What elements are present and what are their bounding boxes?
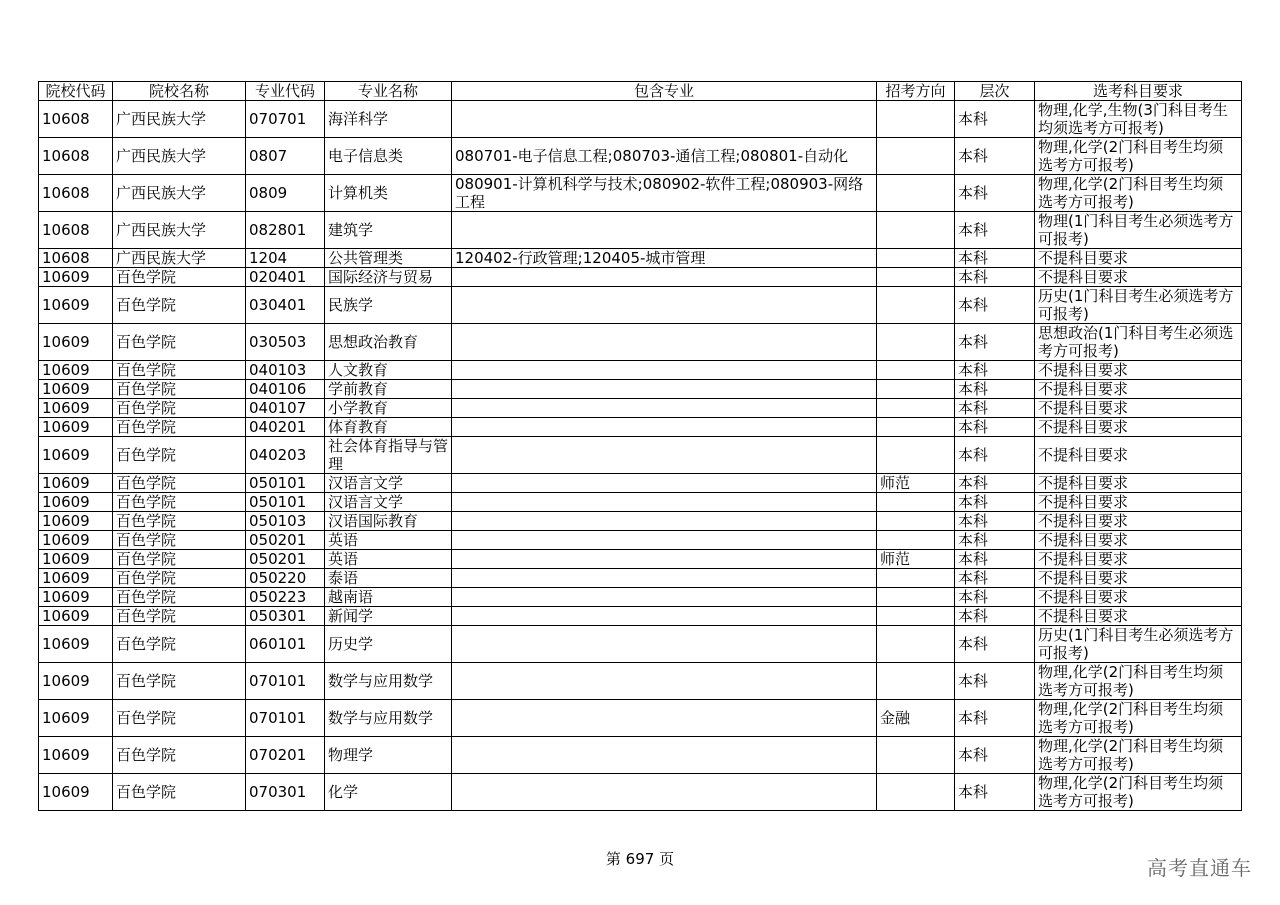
cell-major-name: 汉语国际教育 bbox=[325, 512, 452, 531]
cell-included-majors bbox=[452, 737, 877, 774]
cell-school-code: 10609 bbox=[39, 399, 113, 418]
cell-major-name: 公共管理类 bbox=[325, 249, 452, 268]
cell-school-name: 百色学院 bbox=[113, 380, 246, 399]
table-row bbox=[39, 399, 1242, 418]
cell-school-name: 百色学院 bbox=[113, 700, 246, 737]
admission-requirements-table bbox=[38, 81, 1242, 811]
cell-major-name: 汉语言文学 bbox=[325, 474, 452, 493]
table-row bbox=[39, 287, 1242, 324]
cell-included-majors bbox=[452, 700, 877, 737]
cell-school-code: 10609 bbox=[39, 588, 113, 607]
page-number: 第 697 页 bbox=[605, 850, 675, 868]
cell-school-code: 10609 bbox=[39, 287, 113, 324]
cell-included-majors bbox=[452, 588, 877, 607]
cell-direction bbox=[877, 138, 955, 175]
cell-school-code: 10608 bbox=[39, 138, 113, 175]
cell-major-code: 0809 bbox=[246, 175, 325, 212]
cell-school-code: 10609 bbox=[39, 512, 113, 531]
cell-school-code: 10609 bbox=[39, 737, 113, 774]
cell-major-name: 电子信息类 bbox=[325, 138, 452, 175]
header-school-name: 院校名称 bbox=[113, 82, 246, 101]
cell-direction: 金融 bbox=[877, 700, 955, 737]
cell-subject-requirement: 物理(1门科目考生必须选考方可报考) bbox=[1035, 212, 1242, 249]
table-row bbox=[39, 268, 1242, 287]
cell-subject-requirement: 不提科目要求 bbox=[1035, 493, 1242, 512]
cell-included-majors: 080701-电子信息工程;080703-通信工程;080801-自动化 bbox=[452, 138, 877, 175]
cell-school-name: 广西民族大学 bbox=[113, 101, 246, 138]
cell-direction bbox=[877, 361, 955, 380]
cell-school-code: 10608 bbox=[39, 175, 113, 212]
cell-school-code: 10609 bbox=[39, 774, 113, 811]
cell-level: 本科 bbox=[955, 437, 1035, 474]
cell-major-name: 国际经济与贸易 bbox=[325, 268, 452, 287]
cell-school-code: 10609 bbox=[39, 437, 113, 474]
cell-subject-requirement: 物理,化学(2门科目考生均须选考方可报考) bbox=[1035, 663, 1242, 700]
header-school-code: 院校代码 bbox=[39, 82, 113, 101]
header-level: 层次 bbox=[955, 82, 1035, 101]
cell-included-majors bbox=[452, 399, 877, 418]
cell-major-name: 学前教育 bbox=[325, 380, 452, 399]
cell-major-name: 物理学 bbox=[325, 737, 452, 774]
table-row bbox=[39, 493, 1242, 512]
cell-direction bbox=[877, 418, 955, 437]
table-row bbox=[39, 212, 1242, 249]
cell-school-code: 10609 bbox=[39, 569, 113, 588]
cell-level: 本科 bbox=[955, 361, 1035, 380]
cell-major-code: 050220 bbox=[246, 569, 325, 588]
table-row bbox=[39, 512, 1242, 531]
cell-subject-requirement: 不提科目要求 bbox=[1035, 569, 1242, 588]
table-row bbox=[39, 700, 1242, 737]
cell-subject-requirement: 物理,化学(2门科目考生均须选考方可报考) bbox=[1035, 138, 1242, 175]
cell-major-code: 050103 bbox=[246, 512, 325, 531]
cell-school-code: 10609 bbox=[39, 268, 113, 287]
cell-major-name: 英语 bbox=[325, 531, 452, 550]
cell-included-majors: 080901-计算机科学与技术;080902-软件工程;080903-网络工程 bbox=[452, 175, 877, 212]
cell-direction bbox=[877, 588, 955, 607]
header-major-code: 专业代码 bbox=[246, 82, 325, 101]
cell-school-code: 10609 bbox=[39, 493, 113, 512]
cell-major-code: 060101 bbox=[246, 626, 325, 663]
cell-school-name: 百色学院 bbox=[113, 361, 246, 380]
cell-major-code: 070301 bbox=[246, 774, 325, 811]
cell-subject-requirement: 物理,化学(2门科目考生均须选考方可报考) bbox=[1035, 175, 1242, 212]
watermark: 高考直通车 bbox=[1147, 856, 1252, 880]
cell-subject-requirement: 物理,化学(2门科目考生均须选考方可报考) bbox=[1035, 737, 1242, 774]
table-row bbox=[39, 737, 1242, 774]
cell-subject-requirement: 物理,化学,生物(3门科目考生均须选考方可报考) bbox=[1035, 101, 1242, 138]
cell-school-code: 10609 bbox=[39, 418, 113, 437]
cell-major-code: 070201 bbox=[246, 737, 325, 774]
cell-included-majors bbox=[452, 268, 877, 287]
cell-direction bbox=[877, 569, 955, 588]
cell-major-name: 海洋科学 bbox=[325, 101, 452, 138]
header-direction: 招考方向 bbox=[877, 82, 955, 101]
cell-major-code: 040106 bbox=[246, 380, 325, 399]
cell-major-name: 社会体育指导与管理 bbox=[325, 437, 452, 474]
cell-major-code: 070101 bbox=[246, 663, 325, 700]
table-row bbox=[39, 474, 1242, 493]
cell-direction bbox=[877, 324, 955, 361]
header-row bbox=[39, 82, 1242, 101]
cell-major-name: 英语 bbox=[325, 550, 452, 569]
cell-subject-requirement: 物理,化学(2门科目考生均须选考方可报考) bbox=[1035, 774, 1242, 811]
cell-school-name: 百色学院 bbox=[113, 474, 246, 493]
cell-direction bbox=[877, 607, 955, 626]
cell-major-code: 050201 bbox=[246, 550, 325, 569]
cell-major-name: 思想政治教育 bbox=[325, 324, 452, 361]
cell-school-code: 10609 bbox=[39, 607, 113, 626]
cell-level: 本科 bbox=[955, 287, 1035, 324]
cell-level: 本科 bbox=[955, 493, 1035, 512]
cell-major-code: 040201 bbox=[246, 418, 325, 437]
cell-subject-requirement: 不提科目要求 bbox=[1035, 512, 1242, 531]
header-subject-requirement: 选考科目要求 bbox=[1035, 82, 1242, 101]
table-row bbox=[39, 569, 1242, 588]
cell-school-name: 百色学院 bbox=[113, 437, 246, 474]
cell-direction bbox=[877, 493, 955, 512]
cell-direction: 师范 bbox=[877, 550, 955, 569]
cell-subject-requirement: 不提科目要求 bbox=[1035, 531, 1242, 550]
cell-school-name: 百色学院 bbox=[113, 399, 246, 418]
cell-level: 本科 bbox=[955, 268, 1035, 287]
cell-major-name: 新闻学 bbox=[325, 607, 452, 626]
cell-school-name: 广西民族大学 bbox=[113, 138, 246, 175]
cell-major-code: 030401 bbox=[246, 287, 325, 324]
cell-school-name: 百色学院 bbox=[113, 663, 246, 700]
cell-school-name: 广西民族大学 bbox=[113, 249, 246, 268]
table-row bbox=[39, 101, 1242, 138]
cell-school-code: 10609 bbox=[39, 361, 113, 380]
cell-major-code: 082801 bbox=[246, 212, 325, 249]
table-row bbox=[39, 380, 1242, 399]
cell-level: 本科 bbox=[955, 569, 1035, 588]
cell-direction bbox=[877, 399, 955, 418]
cell-included-majors bbox=[452, 493, 877, 512]
cell-major-code: 040103 bbox=[246, 361, 325, 380]
cell-subject-requirement: 思想政治(1门科目考生必须选考方可报考) bbox=[1035, 324, 1242, 361]
cell-school-code: 10609 bbox=[39, 324, 113, 361]
cell-subject-requirement: 物理,化学(2门科目考生均须选考方可报考) bbox=[1035, 700, 1242, 737]
cell-subject-requirement: 不提科目要求 bbox=[1035, 607, 1242, 626]
table-row bbox=[39, 774, 1242, 811]
cell-direction bbox=[877, 212, 955, 249]
cell-included-majors bbox=[452, 607, 877, 626]
cell-included-majors bbox=[452, 361, 877, 380]
cell-subject-requirement: 不提科目要求 bbox=[1035, 380, 1242, 399]
table-row bbox=[39, 550, 1242, 569]
cell-level: 本科 bbox=[955, 474, 1035, 493]
cell-major-code: 020401 bbox=[246, 268, 325, 287]
cell-direction bbox=[877, 101, 955, 138]
cell-major-code: 030503 bbox=[246, 324, 325, 361]
table-row bbox=[39, 324, 1242, 361]
cell-school-name: 百色学院 bbox=[113, 531, 246, 550]
header-included-majors: 包含专业 bbox=[452, 82, 877, 101]
table-row bbox=[39, 437, 1242, 474]
table-row bbox=[39, 531, 1242, 550]
cell-major-name: 建筑学 bbox=[325, 212, 452, 249]
cell-major-code: 070701 bbox=[246, 101, 325, 138]
cell-direction bbox=[877, 531, 955, 550]
table-row bbox=[39, 175, 1242, 212]
cell-major-name: 数学与应用数学 bbox=[325, 663, 452, 700]
table-body bbox=[39, 101, 1242, 811]
cell-major-name: 计算机类 bbox=[325, 175, 452, 212]
cell-major-name: 越南语 bbox=[325, 588, 452, 607]
cell-major-code: 050223 bbox=[246, 588, 325, 607]
cell-school-name: 广西民族大学 bbox=[113, 212, 246, 249]
cell-level: 本科 bbox=[955, 175, 1035, 212]
cell-subject-requirement: 不提科目要求 bbox=[1035, 588, 1242, 607]
cell-level: 本科 bbox=[955, 138, 1035, 175]
table-row bbox=[39, 249, 1242, 268]
cell-direction bbox=[877, 175, 955, 212]
cell-school-code: 10608 bbox=[39, 212, 113, 249]
cell-school-name: 百色学院 bbox=[113, 774, 246, 811]
cell-school-code: 10609 bbox=[39, 700, 113, 737]
cell-school-name: 百色学院 bbox=[113, 626, 246, 663]
cell-major-name: 人文教育 bbox=[325, 361, 452, 380]
cell-school-name: 广西民族大学 bbox=[113, 175, 246, 212]
cell-direction bbox=[877, 268, 955, 287]
cell-included-majors bbox=[452, 531, 877, 550]
cell-included-majors bbox=[452, 774, 877, 811]
cell-major-name: 数学与应用数学 bbox=[325, 700, 452, 737]
table-row bbox=[39, 418, 1242, 437]
cell-subject-requirement: 不提科目要求 bbox=[1035, 399, 1242, 418]
cell-school-code: 10609 bbox=[39, 626, 113, 663]
cell-school-code: 10609 bbox=[39, 531, 113, 550]
cell-level: 本科 bbox=[955, 607, 1035, 626]
cell-major-code: 040107 bbox=[246, 399, 325, 418]
cell-direction bbox=[877, 249, 955, 268]
cell-major-name: 体育教育 bbox=[325, 418, 452, 437]
cell-included-majors bbox=[452, 569, 877, 588]
cell-direction: 师范 bbox=[877, 474, 955, 493]
cell-subject-requirement: 不提科目要求 bbox=[1035, 474, 1242, 493]
cell-included-majors bbox=[452, 101, 877, 138]
table-row bbox=[39, 626, 1242, 663]
cell-school-name: 百色学院 bbox=[113, 569, 246, 588]
cell-major-code: 070101 bbox=[246, 700, 325, 737]
cell-school-code: 10609 bbox=[39, 663, 113, 700]
cell-direction bbox=[877, 774, 955, 811]
cell-included-majors bbox=[452, 512, 877, 531]
cell-level: 本科 bbox=[955, 101, 1035, 138]
cell-direction bbox=[877, 663, 955, 700]
cell-level: 本科 bbox=[955, 626, 1035, 663]
cell-school-name: 百色学院 bbox=[113, 512, 246, 531]
cell-level: 本科 bbox=[955, 531, 1035, 550]
cell-level: 本科 bbox=[955, 737, 1035, 774]
cell-direction bbox=[877, 287, 955, 324]
cell-major-name: 民族学 bbox=[325, 287, 452, 324]
cell-subject-requirement: 不提科目要求 bbox=[1035, 249, 1242, 268]
cell-school-code: 10608 bbox=[39, 101, 113, 138]
cell-included-majors bbox=[452, 418, 877, 437]
cell-included-majors bbox=[452, 474, 877, 493]
cell-direction bbox=[877, 512, 955, 531]
cell-major-code: 050301 bbox=[246, 607, 325, 626]
cell-school-name: 百色学院 bbox=[113, 324, 246, 361]
cell-major-code: 1204 bbox=[246, 249, 325, 268]
cell-included-majors bbox=[452, 550, 877, 569]
cell-major-name: 化学 bbox=[325, 774, 452, 811]
cell-subject-requirement: 不提科目要求 bbox=[1035, 418, 1242, 437]
cell-school-name: 百色学院 bbox=[113, 268, 246, 287]
cell-included-majors bbox=[452, 324, 877, 361]
cell-subject-requirement: 不提科目要求 bbox=[1035, 550, 1242, 569]
cell-direction bbox=[877, 737, 955, 774]
cell-subject-requirement: 不提科目要求 bbox=[1035, 437, 1242, 474]
cell-major-name: 汉语言文学 bbox=[325, 493, 452, 512]
cell-major-code: 040203 bbox=[246, 437, 325, 474]
cell-included-majors bbox=[452, 663, 877, 700]
cell-direction bbox=[877, 437, 955, 474]
cell-level: 本科 bbox=[955, 774, 1035, 811]
table-row bbox=[39, 663, 1242, 700]
cell-major-code: 050101 bbox=[246, 474, 325, 493]
cell-level: 本科 bbox=[955, 380, 1035, 399]
cell-school-code: 10609 bbox=[39, 550, 113, 569]
cell-level: 本科 bbox=[955, 588, 1035, 607]
cell-school-name: 百色学院 bbox=[113, 737, 246, 774]
cell-school-name: 百色学院 bbox=[113, 588, 246, 607]
cell-level: 本科 bbox=[955, 324, 1035, 361]
cell-subject-requirement: 不提科目要求 bbox=[1035, 268, 1242, 287]
cell-included-majors bbox=[452, 626, 877, 663]
cell-level: 本科 bbox=[955, 418, 1035, 437]
cell-included-majors bbox=[452, 437, 877, 474]
cell-school-code: 10609 bbox=[39, 474, 113, 493]
cell-school-name: 百色学院 bbox=[113, 493, 246, 512]
cell-school-name: 百色学院 bbox=[113, 287, 246, 324]
cell-subject-requirement: 不提科目要求 bbox=[1035, 361, 1242, 380]
cell-subject-requirement: 历史(1门科目考生必须选考方可报考) bbox=[1035, 626, 1242, 663]
table-row bbox=[39, 361, 1242, 380]
cell-level: 本科 bbox=[955, 399, 1035, 418]
cell-school-name: 百色学院 bbox=[113, 418, 246, 437]
table-row bbox=[39, 588, 1242, 607]
table-row bbox=[39, 138, 1242, 175]
cell-major-name: 泰语 bbox=[325, 569, 452, 588]
cell-direction bbox=[877, 380, 955, 399]
cell-level: 本科 bbox=[955, 663, 1035, 700]
cell-major-name: 历史学 bbox=[325, 626, 452, 663]
cell-level: 本科 bbox=[955, 249, 1035, 268]
cell-school-name: 百色学院 bbox=[113, 607, 246, 626]
cell-major-name: 小学教育 bbox=[325, 399, 452, 418]
table-row bbox=[39, 607, 1242, 626]
cell-included-majors bbox=[452, 380, 877, 399]
cell-school-code: 10609 bbox=[39, 380, 113, 399]
cell-included-majors bbox=[452, 212, 877, 249]
cell-major-code: 050101 bbox=[246, 493, 325, 512]
cell-subject-requirement: 历史(1门科目考生必须选考方可报考) bbox=[1035, 287, 1242, 324]
cell-level: 本科 bbox=[955, 512, 1035, 531]
cell-level: 本科 bbox=[955, 212, 1035, 249]
cell-major-code: 050201 bbox=[246, 531, 325, 550]
cell-included-majors bbox=[452, 287, 877, 324]
cell-level: 本科 bbox=[955, 550, 1035, 569]
cell-direction bbox=[877, 626, 955, 663]
cell-major-code: 0807 bbox=[246, 138, 325, 175]
header-major-name: 专业名称 bbox=[325, 82, 452, 101]
cell-included-majors: 120402-行政管理;120405-城市管理 bbox=[452, 249, 877, 268]
cell-school-code: 10608 bbox=[39, 249, 113, 268]
cell-school-name: 百色学院 bbox=[113, 550, 246, 569]
cell-level: 本科 bbox=[955, 700, 1035, 737]
